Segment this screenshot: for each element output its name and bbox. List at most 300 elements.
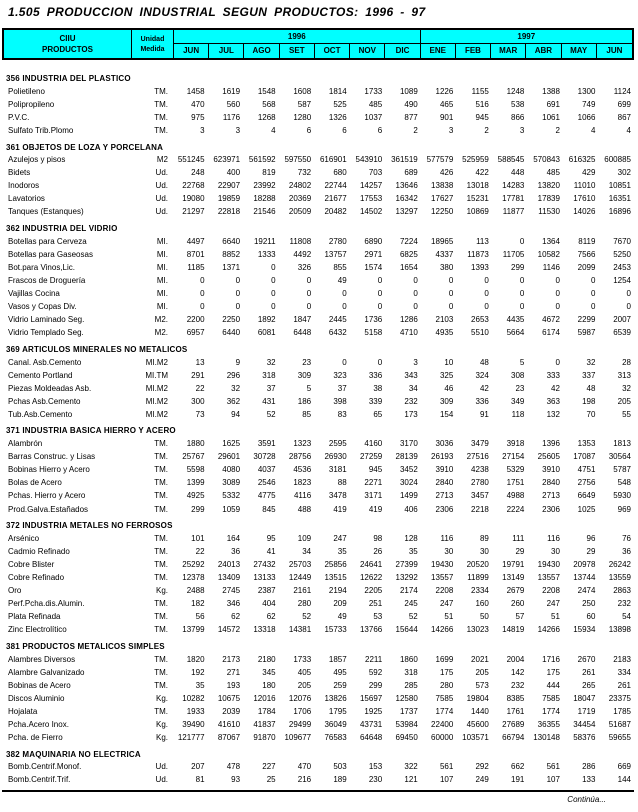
product-value: 669 xyxy=(617,762,631,772)
product-value: 3170 xyxy=(399,439,418,449)
product-name: Polipropileno xyxy=(8,99,55,109)
product-name: Alambre Galvanizado xyxy=(8,667,85,677)
product-value: 4935 xyxy=(435,328,454,338)
product-row xyxy=(2,274,634,287)
product-unit: TM. xyxy=(154,612,168,622)
product-value: 175 xyxy=(439,667,454,677)
product-value: 8385 xyxy=(506,693,525,703)
product-value: 0 xyxy=(200,275,205,285)
product-value: 616325 xyxy=(568,155,596,165)
product-value: 27259 xyxy=(359,452,383,462)
product-value: 749 xyxy=(582,99,596,109)
product-value: 1761 xyxy=(506,706,525,716)
product-value: 34 xyxy=(302,546,312,556)
product-row xyxy=(2,761,634,774)
product-value: 334 xyxy=(617,667,631,677)
product-value: 699 xyxy=(617,99,631,109)
product-unit: Ud. xyxy=(155,762,168,772)
product-unit: Kg. xyxy=(155,693,168,703)
month-header: NOV xyxy=(350,44,385,58)
product-value: 96 xyxy=(586,533,596,543)
product-value: 14502 xyxy=(359,207,383,217)
product-value: 34454 xyxy=(573,720,596,730)
product-value: 23 xyxy=(302,357,312,367)
product-value: 12622 xyxy=(359,573,383,583)
product-value: 11877 xyxy=(502,207,525,217)
product-value: 1353 xyxy=(577,439,596,449)
product-value: 1774 xyxy=(542,706,560,716)
product-value: 4 xyxy=(626,125,631,135)
product-unit: MI. xyxy=(156,262,168,272)
product-value: 339 xyxy=(368,396,383,406)
product-unit: TM. xyxy=(154,86,168,96)
product-name: Pcha.Acero Inox. xyxy=(8,720,69,730)
product-row xyxy=(2,327,634,340)
product-unit: TM. xyxy=(154,599,168,609)
product-value: 260 xyxy=(511,599,525,609)
product-value: 45600 xyxy=(466,720,489,730)
product-value: 4160 xyxy=(364,439,383,449)
product-value: 1280 xyxy=(293,112,312,122)
product-value: 588545 xyxy=(497,155,525,165)
product-value: 60000 xyxy=(431,733,454,743)
product-value: 13409 xyxy=(217,573,241,583)
product-value: 52 xyxy=(302,612,312,622)
section-heading: 356 INDUSTRIA DEL PLASTICO xyxy=(6,74,131,84)
product-value: 18288 xyxy=(253,194,276,204)
product-value: 25292 xyxy=(182,559,205,569)
month-header: OCT xyxy=(315,44,350,58)
product-value: 21677 xyxy=(324,194,347,204)
product-value: 7566 xyxy=(577,249,596,259)
product-value: 285 xyxy=(404,680,418,690)
header-products-column xyxy=(4,30,132,58)
section-heading: 382 MAQUINARIA NO ELECTRICA xyxy=(6,749,141,759)
product-row xyxy=(2,356,634,369)
product-value: 2174 xyxy=(399,586,418,596)
product-value: 20978 xyxy=(573,559,596,569)
product-value: 11530 xyxy=(538,207,560,217)
product-value: 2299 xyxy=(577,315,596,325)
product-value: 592 xyxy=(368,667,383,677)
product-value: 2445 xyxy=(328,315,347,325)
product-value: 13898 xyxy=(608,625,631,635)
product-value: 1795 xyxy=(328,706,347,716)
product-value: 2653 xyxy=(471,315,489,325)
product-value: 1706 xyxy=(293,706,312,716)
product-unit: Kg. xyxy=(155,720,168,730)
product-value: 12378 xyxy=(182,573,205,583)
product-value: 49 xyxy=(337,612,347,622)
product-unit: MI. xyxy=(156,249,168,259)
product-value: 4710 xyxy=(399,328,418,338)
product-value: 0 xyxy=(413,302,418,312)
product-row xyxy=(2,558,634,571)
product-value: 1784 xyxy=(257,706,276,716)
product-name: Cobre Refinado xyxy=(8,573,65,583)
product-value: 568 xyxy=(262,99,276,109)
product-value: 1733 xyxy=(364,86,383,96)
product-value: 1774 xyxy=(435,706,454,716)
product-row xyxy=(2,503,634,516)
product-row xyxy=(2,532,634,545)
product-value: 1059 xyxy=(222,504,241,514)
month-header: MAY xyxy=(562,44,597,58)
product-value: 280 xyxy=(439,680,454,690)
product-value: 35 xyxy=(408,546,418,556)
product-value: 6 xyxy=(377,125,383,135)
product-value: 570843 xyxy=(533,155,560,165)
product-value: 4497 xyxy=(186,236,205,246)
product-value: 62 xyxy=(231,612,241,622)
product-value: 24802 xyxy=(288,181,312,191)
product-value: 3089 xyxy=(222,478,241,488)
product-value: 11873 xyxy=(467,249,489,259)
product-value: 732 xyxy=(297,168,312,178)
product-unit: TM. xyxy=(154,680,168,690)
product-name: Discos Aluminio xyxy=(8,693,65,703)
product-value: 336 xyxy=(368,370,383,380)
product-value: 2840 xyxy=(542,478,560,488)
product-value: 5332 xyxy=(222,491,241,501)
product-name: Alambres Diversos xyxy=(8,654,76,664)
product-value: 6440 xyxy=(222,328,241,338)
product-value: 30728 xyxy=(253,452,276,462)
product-value: 1248 xyxy=(506,86,525,96)
product-value: 2863 xyxy=(613,586,631,596)
product-value: 18047 xyxy=(573,693,596,703)
product-value: 302 xyxy=(617,168,631,178)
product-value: 55 xyxy=(622,409,631,419)
product-unit: TM. xyxy=(154,654,168,664)
product-value: 10851 xyxy=(608,181,631,191)
product-row xyxy=(2,732,634,745)
product-value: 1813 xyxy=(613,439,631,449)
product-value: 0 xyxy=(519,302,525,312)
product-value: 5987 xyxy=(577,328,596,338)
product-value: 46 xyxy=(444,383,454,393)
product-value: 1499 xyxy=(399,491,418,501)
product-value: 28139 xyxy=(395,452,418,462)
product-value: 0 xyxy=(235,275,241,285)
product-unit: M2. xyxy=(154,328,168,338)
product-value: 490 xyxy=(404,99,418,109)
product-value: 380 xyxy=(439,262,454,272)
product-value: 160 xyxy=(475,599,489,609)
product-value: 13515 xyxy=(324,573,347,583)
product-unit: Kg. xyxy=(155,586,168,596)
product-value: 2670 xyxy=(577,654,596,664)
product-value: 4116 xyxy=(293,491,312,501)
product-value: 1037 xyxy=(364,112,383,122)
product-value: 867 xyxy=(617,112,631,122)
product-value: 4751 xyxy=(577,465,596,475)
product-value: 35 xyxy=(195,680,205,690)
product-row xyxy=(2,124,634,137)
product-value: 98 xyxy=(373,533,383,543)
product-value: 111 xyxy=(512,533,525,543)
product-value: 2713 xyxy=(435,491,454,501)
product-unit: TM. xyxy=(154,533,168,543)
product-value: 0 xyxy=(271,262,276,272)
month-header: AGO xyxy=(244,44,279,58)
product-value: 0 xyxy=(555,302,560,312)
product-value: 73 xyxy=(195,409,205,419)
product-value: 2208 xyxy=(435,586,454,596)
product-value: 3452 xyxy=(399,465,418,475)
table-bottom-rule xyxy=(2,790,634,792)
product-value: 24641 xyxy=(359,559,383,569)
product-value: 144 xyxy=(617,775,631,785)
product-name: Inodoros xyxy=(8,181,40,191)
product-value: 54 xyxy=(622,612,631,622)
product-value: 855 xyxy=(333,262,347,272)
product-row xyxy=(2,774,634,787)
product-value: 2194 xyxy=(328,586,347,596)
product-value: 13826 xyxy=(324,693,347,703)
product-value: 6957 xyxy=(186,328,205,338)
product-value: 1860 xyxy=(399,654,418,664)
product-value: 324 xyxy=(475,370,489,380)
product-value: 26 xyxy=(373,546,383,556)
product-value: 1333 xyxy=(257,249,276,259)
product-value: 313 xyxy=(617,370,631,380)
product-value: 207 xyxy=(191,762,205,772)
product-value: 2546 xyxy=(257,478,276,488)
product-value: 27154 xyxy=(502,452,525,462)
product-value: 51 xyxy=(444,612,454,622)
product-value: 488 xyxy=(297,504,312,514)
product-value: 198 xyxy=(582,396,596,406)
product-value: 4925 xyxy=(186,491,205,501)
product-value: 309 xyxy=(297,370,312,380)
product-unit: TM. xyxy=(154,504,168,514)
product-value: 19859 xyxy=(217,194,241,204)
product-value: 13133 xyxy=(253,573,276,583)
product-value: 400 xyxy=(226,168,241,178)
product-value: 173 xyxy=(404,409,418,419)
product-value: 470 xyxy=(191,99,205,109)
product-value: 2218 xyxy=(471,504,489,514)
product-value: 0 xyxy=(342,302,347,312)
product-value: 109677 xyxy=(284,733,312,743)
product-value: 2334 xyxy=(471,586,489,596)
product-value: 41837 xyxy=(253,720,276,730)
product-value: 142 xyxy=(511,667,525,677)
product-value: 59655 xyxy=(608,733,631,743)
product-value: 419 xyxy=(368,504,383,514)
product-value: 0 xyxy=(484,289,489,299)
product-unit: TM. xyxy=(154,559,168,569)
product-value: 309 xyxy=(439,396,454,406)
product-value: 22744 xyxy=(324,181,347,191)
product-value: 36 xyxy=(231,546,241,556)
product-value: 15644 xyxy=(395,625,418,635)
product-value: 0 xyxy=(306,302,312,312)
product-value: 10282 xyxy=(182,693,205,703)
product-unit: MI. xyxy=(156,236,168,246)
product-row xyxy=(2,653,634,666)
product-value: 3 xyxy=(413,357,418,367)
product-name: Canal. Asb.Cemento xyxy=(8,357,82,367)
product-name: Botellas para Gaseosas xyxy=(8,249,93,259)
product-value: 24013 xyxy=(217,559,241,569)
product-value: 89 xyxy=(479,533,489,543)
product-name: Lavatorios xyxy=(8,194,45,204)
product-unit: Ud. xyxy=(155,194,168,204)
product-value: 318 xyxy=(262,370,276,380)
product-row xyxy=(2,314,634,327)
product-row xyxy=(2,719,634,732)
product-value: 573 xyxy=(475,680,489,690)
product-value: 8701 xyxy=(186,249,205,259)
product-value: 250 xyxy=(582,599,596,609)
product-value: 11705 xyxy=(502,249,525,259)
continua-label: Continúa... xyxy=(567,794,606,804)
product-unit: TM. xyxy=(154,465,168,475)
product-row xyxy=(2,611,634,624)
product-value: 362 xyxy=(226,396,241,406)
month-header: MAR xyxy=(491,44,526,58)
header-year-1997: 1997 xyxy=(421,30,632,44)
product-value: 51 xyxy=(551,612,560,622)
product-value: 19211 xyxy=(253,236,276,246)
product-value: 14283 xyxy=(502,181,525,191)
product-value: 680 xyxy=(333,168,347,178)
product-value: 478 xyxy=(226,762,241,772)
product-value: 20482 xyxy=(324,207,347,217)
product-name: Vidrio Templado Seg. xyxy=(8,328,84,338)
product-row xyxy=(2,585,634,598)
product-value: 945 xyxy=(475,112,489,122)
product-value: 261 xyxy=(617,680,631,690)
product-value: 87067 xyxy=(217,733,241,743)
product-value: 325 xyxy=(439,370,454,380)
product-value: 23992 xyxy=(253,181,276,191)
product-value: 6890 xyxy=(364,236,383,246)
product-value: 64648 xyxy=(359,733,383,743)
product-value: 76 xyxy=(622,533,631,543)
product-value: 1548 xyxy=(257,86,276,96)
product-unit: TM. xyxy=(154,478,168,488)
product-value: 0 xyxy=(200,289,205,299)
product-unit: TM. xyxy=(154,99,168,109)
product-unit: MI. xyxy=(156,275,168,285)
product-value: 662 xyxy=(511,762,525,772)
product-value: 2 xyxy=(555,125,560,135)
product-value: 94 xyxy=(231,409,241,419)
product-value: 1226 xyxy=(435,86,454,96)
product-unit: Ud. xyxy=(155,775,168,785)
product-row xyxy=(2,679,634,692)
product-value: 81 xyxy=(195,775,205,785)
product-value: 17627 xyxy=(431,194,454,204)
product-value: 3181 xyxy=(328,465,347,475)
product-value: 299 xyxy=(368,680,383,690)
product-value: 13820 xyxy=(537,181,560,191)
product-value: 186 xyxy=(297,396,312,406)
product-value: 5598 xyxy=(186,465,205,475)
product-unit: TM. xyxy=(154,112,168,122)
product-value: 180 xyxy=(262,680,276,690)
product-value: 27689 xyxy=(502,720,525,730)
product-value: 1323 xyxy=(293,439,312,449)
product-value: 1737 xyxy=(399,706,418,716)
product-row xyxy=(2,235,634,248)
product-value: 53 xyxy=(373,612,383,622)
product-name: Tub.Asb.Cemento xyxy=(8,409,73,419)
product-value: 35 xyxy=(337,546,347,556)
product-value: 6649 xyxy=(577,491,596,501)
product-value: 600885 xyxy=(604,155,631,165)
product-value: 1364 xyxy=(542,236,560,246)
product-row xyxy=(2,692,634,705)
product-name: Plata Refinada xyxy=(8,612,61,622)
product-name: Azulejos y pisos xyxy=(8,155,66,165)
product-value: 249 xyxy=(475,775,489,785)
product-value: 14819 xyxy=(502,625,525,635)
product-value: 13297 xyxy=(395,207,418,217)
product-name: Barras Construc. y Lisas xyxy=(8,452,96,462)
product-value: 205 xyxy=(475,667,489,677)
product-value: 3591 xyxy=(257,439,276,449)
product-value: 1388 xyxy=(542,86,560,96)
product-value: 345 xyxy=(262,667,276,677)
product-value: 153 xyxy=(368,762,383,772)
product-value: 36 xyxy=(622,546,631,556)
product-value: 689 xyxy=(404,168,418,178)
product-value: 1286 xyxy=(399,315,418,325)
product-value: 113 xyxy=(476,236,489,246)
product-value: 12076 xyxy=(288,693,312,703)
product-value: 5 xyxy=(306,383,312,393)
product-value: 346 xyxy=(226,599,241,609)
product-value: 21546 xyxy=(253,207,276,217)
product-value: 1823 xyxy=(293,478,312,488)
product-row xyxy=(2,288,634,301)
product-value: 91 xyxy=(479,409,489,419)
product-value: 34 xyxy=(408,383,418,393)
product-value: 0 xyxy=(271,289,276,299)
product-name: Cobre Blister xyxy=(8,559,55,569)
product-value: 193 xyxy=(226,680,241,690)
product-value: 308 xyxy=(511,370,525,380)
product-value: 261 xyxy=(582,667,596,677)
product-row xyxy=(2,369,634,382)
product-value: 259 xyxy=(333,680,347,690)
product-name: Prod.Galva.Estañados xyxy=(8,504,89,514)
product-value: 12016 xyxy=(253,693,276,703)
product-value: 14266 xyxy=(431,625,454,635)
product-row xyxy=(2,451,634,464)
product-value: 561 xyxy=(439,762,454,772)
product-unit: MI.M2 xyxy=(145,383,168,393)
product-value: 1925 xyxy=(364,706,383,716)
product-value: 1185 xyxy=(187,262,205,272)
product-value: 19804 xyxy=(466,693,489,703)
product-value: 0 xyxy=(377,302,383,312)
month-header: ENE xyxy=(421,44,456,58)
product-value: 118 xyxy=(511,409,525,419)
product-value: 154 xyxy=(439,409,454,419)
product-value: 26193 xyxy=(431,452,454,462)
product-value: 21297 xyxy=(182,207,205,217)
product-unit: TM. xyxy=(154,625,168,635)
product-value: 25767 xyxy=(182,452,205,462)
product-value: 4775 xyxy=(257,491,276,501)
product-value: 2180 xyxy=(257,654,276,664)
product-value: 0 xyxy=(591,289,596,299)
